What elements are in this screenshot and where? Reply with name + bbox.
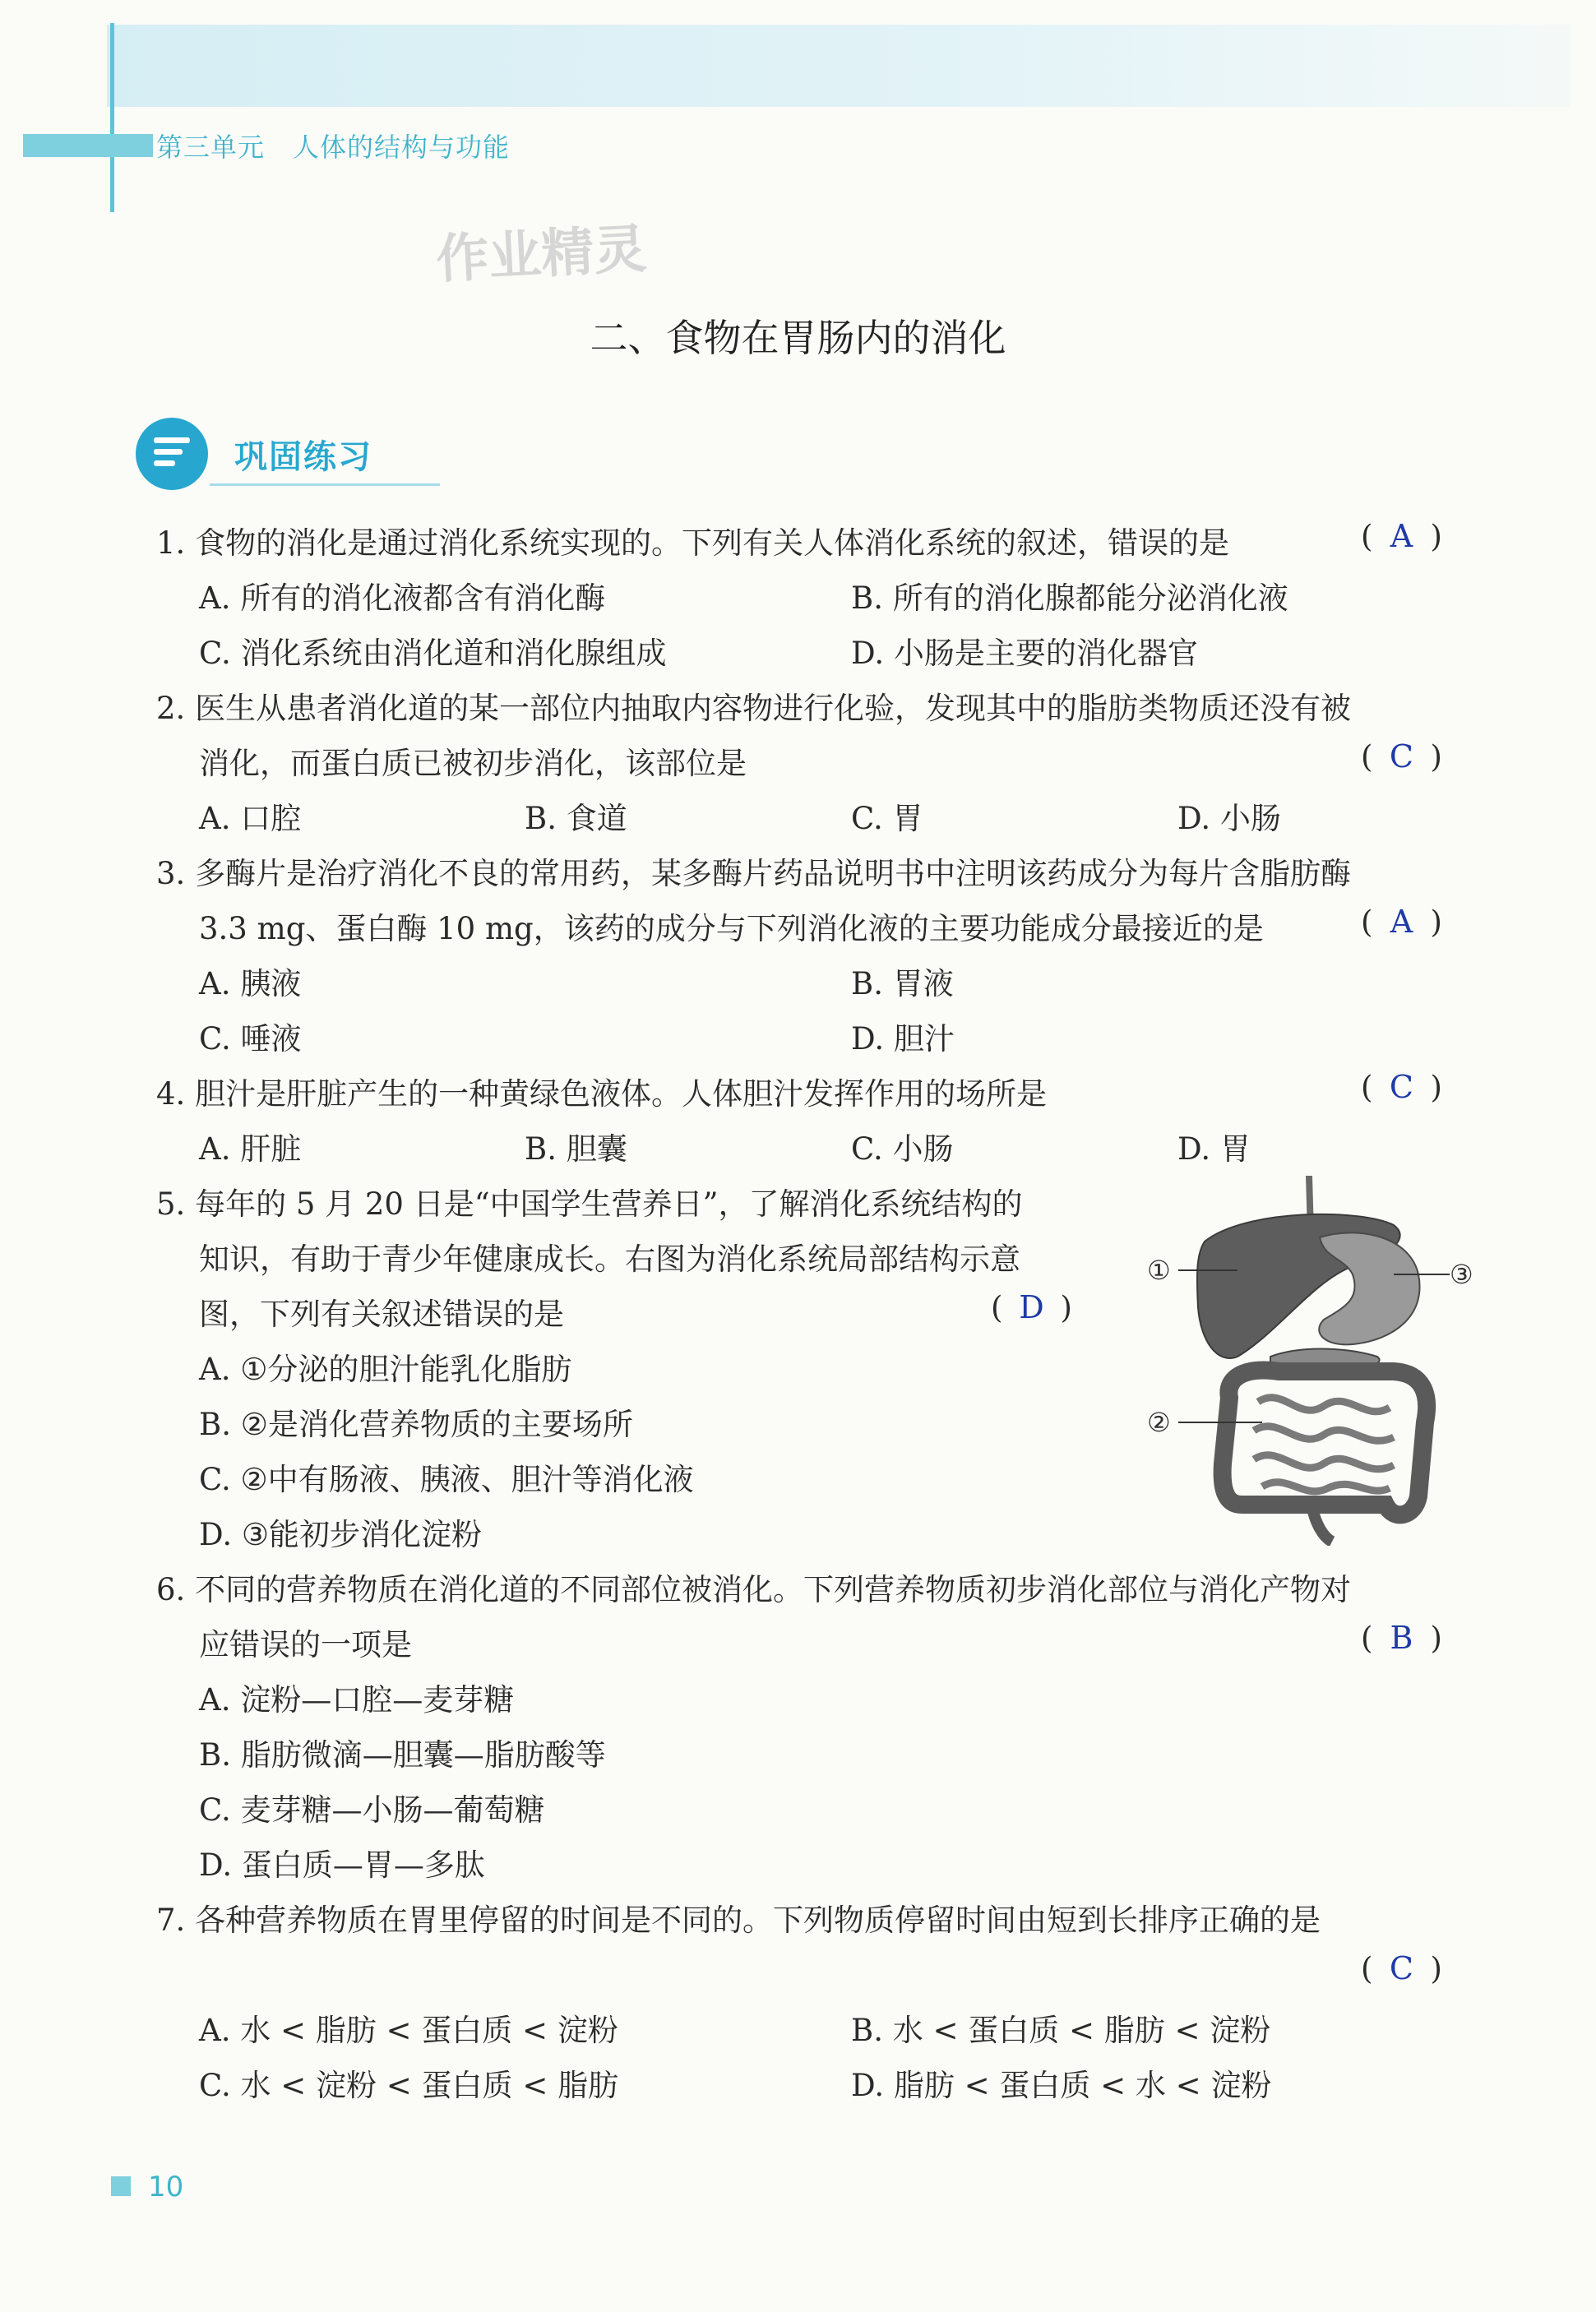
practice-badge	[136, 411, 440, 493]
digestive-system-figure	[1147, 1176, 1476, 1546]
figure-label-2: ②	[1147, 1407, 1171, 1438]
q4-option-c: C. 小肠	[851, 1131, 954, 1167]
answer-value: C	[1389, 738, 1413, 775]
q3-answer	[1361, 904, 1442, 940]
digestive-system-illustration	[1147, 1176, 1476, 1546]
paren-open: (	[1361, 1621, 1373, 1656]
section-title: 二、食物在胃肠内的消化	[590, 316, 1006, 360]
q2-stem-line1: 2. 医生从患者消化道的某一部位内抽取内容物进行化验，发现其中的脂肪类物质还没有被	[156, 691, 1352, 726]
q2-answer	[1361, 738, 1442, 775]
watermark-text: 作业精灵	[434, 219, 649, 291]
q1-answer	[1361, 518, 1442, 554]
q4-answer	[1361, 1069, 1442, 1105]
paren-close: )	[1430, 519, 1442, 554]
answer-value: A	[1390, 904, 1413, 940]
q4-stem: 4. 胆汁是肝脏产生的一种黄绿色液体。人体胆汁发挥作用的场所是	[156, 1076, 1048, 1112]
paren-close: )	[1430, 739, 1442, 775]
q2-option-c: C. 胃	[851, 801, 923, 836]
unit-number: 第三单元	[156, 132, 266, 163]
q6-option-b: B. 脂肪微滴—胆囊—脂肪酸等	[199, 1737, 606, 1773]
q1-option-b: B. 所有的消化腺都能分泌消化液	[851, 580, 1288, 616]
q6-stem-line2: 应错误的一项是	[199, 1627, 412, 1662]
q7-stem: 7. 各种营养物质在胃里停留的时间是不同的。下列物质停留时间由短到长排序正确的是	[156, 1903, 1321, 1938]
q5-stem-line1: 5. 每年的 5 月 20 日是“中国学生营养日”，了解消化系统结构的	[156, 1186, 1023, 1222]
paren-close: )	[1060, 1290, 1072, 1325]
practice-icon	[136, 418, 208, 490]
q2-option-a: A. 口腔	[199, 801, 302, 836]
figure-label-1: ①	[1147, 1255, 1171, 1286]
practice-label: 巩固练习	[234, 438, 372, 476]
q2-stem-line2: 消化，而蛋白质已被初步消化，该部位是	[199, 746, 747, 781]
small-intestine-shape	[1254, 1398, 1394, 1491]
q6-stem-line1: 6. 不同的营养物质在消化道的不同部位被消化。下列营养物质初步消化部位与消化产物对	[156, 1572, 1352, 1607]
paren-close: )	[1430, 1070, 1442, 1105]
page-number: 10	[148, 2171, 184, 2203]
paren-open: (	[991, 1290, 1003, 1325]
q7-option-c: C. 水 < 淀粉 < 蛋白质 < 脂肪	[199, 2068, 619, 2103]
header-band	[107, 25, 1571, 107]
q1-option-a: A. 所有的消化液都含有消化酶	[199, 580, 606, 616]
q1-option-c: C. 消化系统由消化道和消化腺组成	[199, 636, 667, 671]
q5-option-b: B. ②是消化营养物质的主要场所	[199, 1407, 633, 1442]
q2-option-d: D. 小肠	[1177, 801, 1281, 836]
q3-option-d: D. 胆汁	[851, 1021, 955, 1057]
paren-open: (	[1361, 904, 1373, 940]
q3-stem-line1: 3. 多酶片是治疗消化不良的常用药，某多酶片药品说明书中注明该药成分为每片含脂肪酶	[156, 856, 1352, 891]
unit-label	[156, 127, 510, 164]
paren-open: (	[1361, 739, 1373, 775]
header-divider-line	[110, 23, 114, 212]
q5-option-c: C. ②中有肠液、胰液、胆汁等消化液	[199, 1462, 694, 1497]
paren-close: )	[1430, 1951, 1442, 1986]
q4-option-d: D. 胃	[1177, 1131, 1251, 1167]
paren-open: (	[1361, 1951, 1373, 1986]
answer-value: B	[1390, 1620, 1413, 1656]
q7-answer	[1361, 1950, 1442, 1986]
figure-label-3: ③	[1450, 1259, 1473, 1290]
q7-option-a: A. 水 < 脂肪 < 蛋白质 < 淀粉	[199, 2013, 618, 2048]
paren-open: (	[1361, 1070, 1373, 1105]
q4-option-b: B. 胆囊	[525, 1131, 627, 1167]
q7-option-d: D. 脂肪 < 蛋白质 < 水 < 淀粉	[851, 2068, 1272, 2103]
q4-option-a: A. 肝脏	[199, 1131, 302, 1167]
practice-underline	[210, 483, 440, 486]
header-accent-bar	[23, 134, 153, 157]
q6-option-d: D. 蛋白质—胃—多肽	[199, 1847, 485, 1883]
q5-answer	[991, 1289, 1072, 1325]
answer-value: C	[1389, 1069, 1413, 1105]
q7-option-b: B. 水 < 蛋白质 < 脂肪 < 淀粉	[851, 2013, 1271, 2048]
q6-option-a: A. 淀粉—口腔—麦芽糖	[199, 1682, 515, 1718]
paren-close: )	[1430, 1621, 1442, 1656]
q1-stem: 1. 食物的消化是通过消化系统实现的。下列有关人体消化系统的叙述，错误的是	[156, 525, 1230, 561]
q5-stem-line2: 知识，有助于青少年健康成长。右图为消化系统局部结构示意	[199, 1242, 1020, 1277]
q5-option-a: A. ①分泌的胆汁能乳化脂肪	[199, 1352, 572, 1387]
paren-open: (	[1361, 519, 1373, 554]
q2-option-b: B. 食道	[525, 801, 627, 836]
page-number-marker	[111, 2176, 131, 2196]
q3-option-b: B. 胃液	[851, 966, 954, 1001]
q1-option-d: D. 小肠是主要的消化器官	[851, 636, 1198, 671]
unit-title: 人体的结构与功能	[293, 132, 511, 163]
q6-option-c: C. 麦芽糖—小肠—葡萄糖	[199, 1792, 545, 1828]
answer-value: A	[1390, 518, 1413, 554]
q5-stem-line3: 图，下列有关叙述错误的是	[199, 1297, 564, 1332]
q5-option-d: D. ③能初步消化淀粉	[199, 1517, 483, 1552]
answer-value: D	[1019, 1289, 1044, 1325]
q6-answer	[1361, 1620, 1442, 1656]
paren-close: )	[1430, 904, 1442, 940]
q3-option-c: C. 唾液	[199, 1021, 302, 1057]
stomach-shape	[1319, 1232, 1419, 1344]
q3-option-a: A. 胰液	[199, 966, 302, 1001]
answer-value: C	[1389, 1950, 1413, 1986]
q3-stem-line2: 3.3 mg、蛋白酶 10 mg，该药的成分与下列消化液的主要功能成分最接近的是	[199, 911, 1264, 946]
